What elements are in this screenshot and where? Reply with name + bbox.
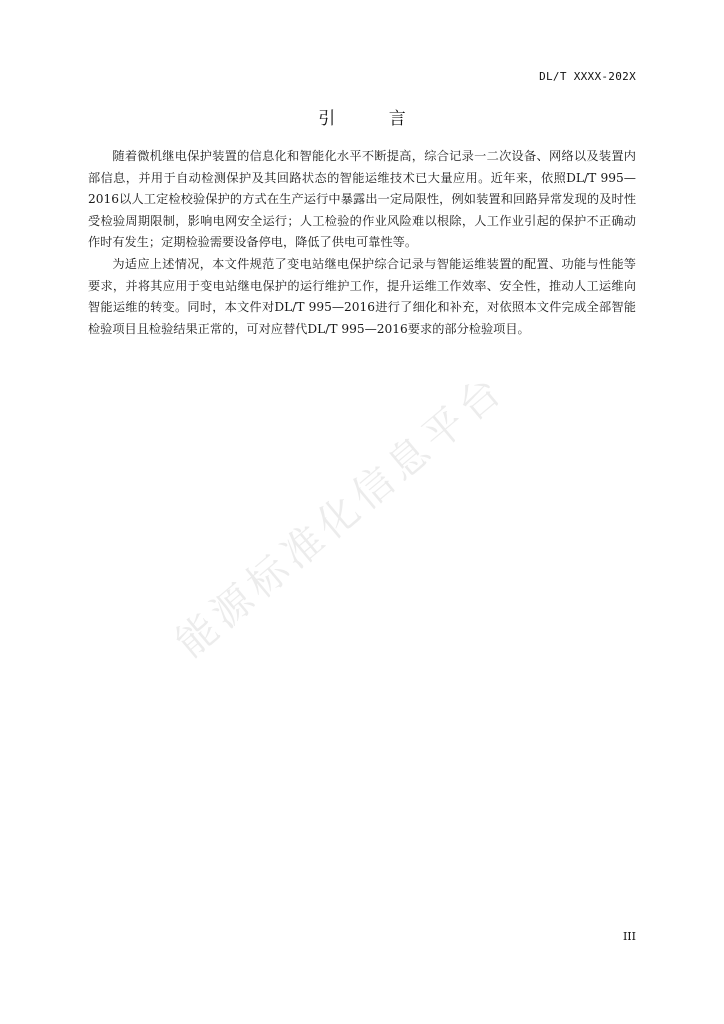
standard-code: DL/T XXXX-202X — [539, 70, 636, 83]
watermark-text: 能源标准化信息平台 — [167, 365, 515, 667]
header-divider — [88, 87, 636, 88]
section-title: 引 言 — [318, 109, 430, 129]
paragraph-2: 为适应上述情况，本文件规范了变电站继电保护综合记录与智能运维装置的配置、功能与性能等要求，并将其应用于变电站继电保护的运行维护工作，提升运维工作效率、安全性，推动人工运维向智能运维的转变。同时，本文件对DL/T 995—2016进行了细化和补充，对依照本文件完成全部智能检验项目且检验结果正常的，可对应替代DL/T 995—2016要求的部分检验项目。 — [88, 256, 636, 336]
paragraph-1: 随着微机继电保护装置的信息化和智能化水平不断提高，综合记录一二次设备、网络以及装置内部信息，并用于自动检测保护及其回路状态的智能运维技术已大量应用。近年来，依照DL/T 995—2016以人工定检校验保护的方式在生产运行中暴露出一定局限性，例如装置和回路异常发现的及时性受检验周期限制，影响电网安全运行；人工检验的作业风险难以根除，人工作业引起的保护不正确动作时有发生；定期检验需要设备停电，降低了供电可靠性等。 — [88, 149, 636, 250]
page-number: III — [622, 930, 636, 943]
body-text — [88, 146, 636, 340]
